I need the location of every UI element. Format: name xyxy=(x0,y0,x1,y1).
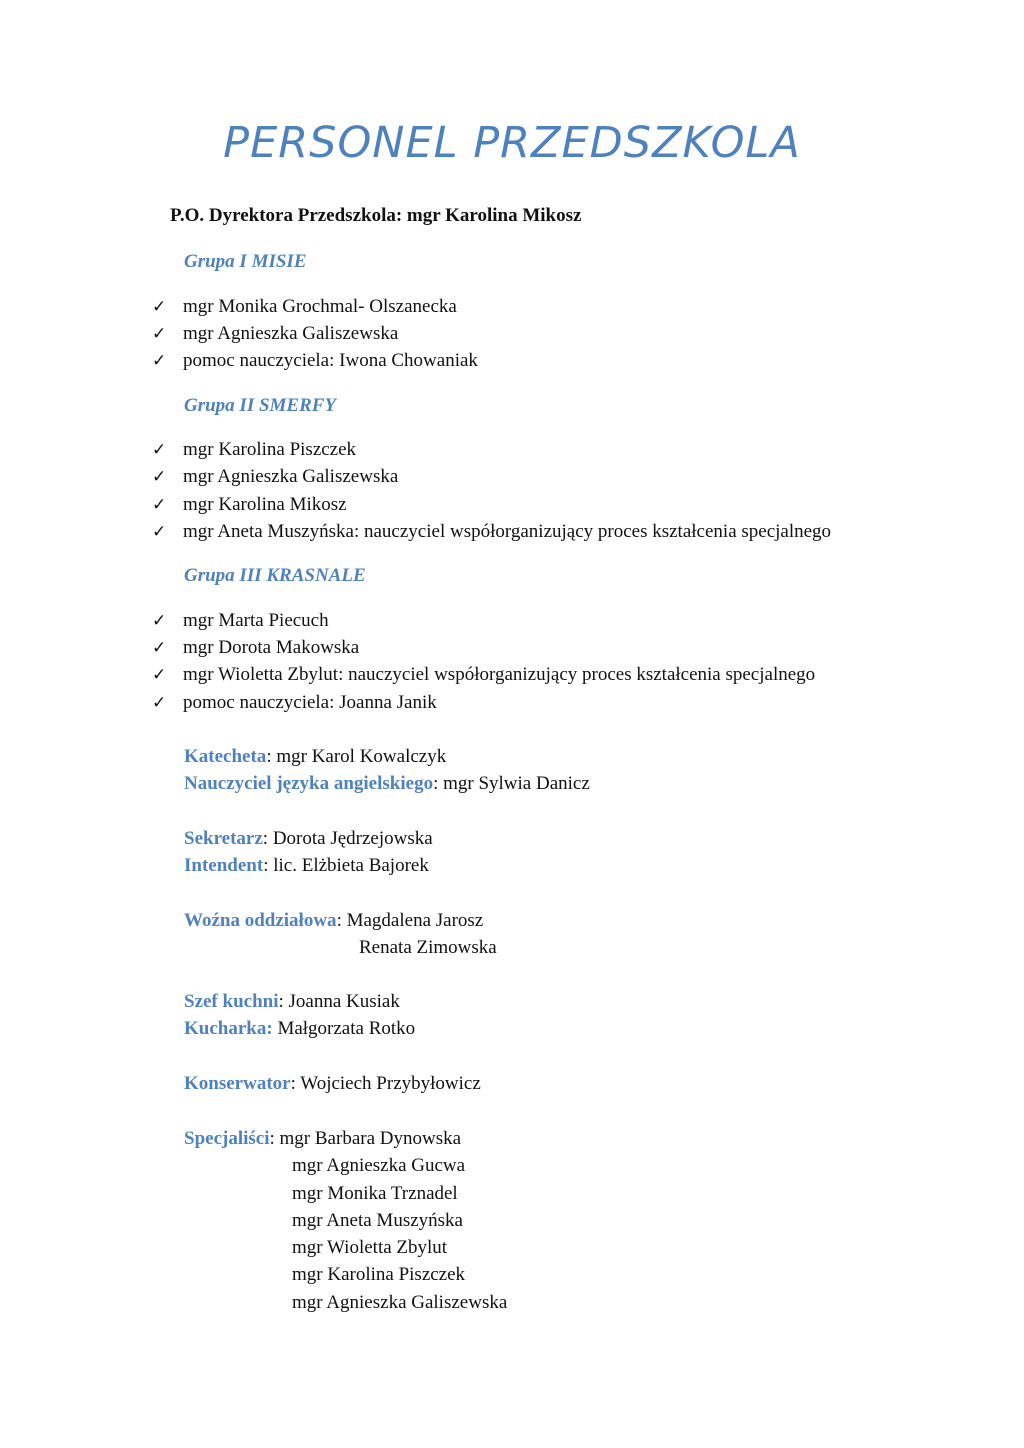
list-item xyxy=(152,466,398,488)
role-value: Małgorzata Rotko xyxy=(272,1018,416,1039)
specialist-item: mgr Agnieszka Galiszewska xyxy=(292,1292,508,1313)
role-label: Sekretarz xyxy=(184,828,263,849)
role-label: Specjaliści xyxy=(184,1128,270,1149)
role-wozna xyxy=(184,910,483,932)
specialist-item: mgr Agnieszka Gucwa xyxy=(292,1155,466,1176)
role-value: : Joanna Kusiak xyxy=(278,991,400,1012)
role-value: : lic. Elżbieta Bajorek xyxy=(263,855,429,876)
list-item-text: mgr Marta Piecuch xyxy=(183,610,329,631)
role-value: : Wojciech Przybyłowicz xyxy=(290,1073,481,1094)
checkmark-icon: ✓ xyxy=(152,324,167,344)
list-item xyxy=(152,439,356,461)
role-label: Woźna oddziałowa xyxy=(184,910,337,931)
role-intendent xyxy=(184,855,429,877)
group-heading-misie: Grupa I MISIE xyxy=(184,251,307,272)
list-item xyxy=(152,494,347,516)
checkmark-icon: ✓ xyxy=(152,665,167,685)
checkmark-icon: ✓ xyxy=(152,638,167,658)
list-item-text: pomoc nauczyciela: Iwona Chowaniak xyxy=(183,350,478,371)
list-item-text: mgr Karolina Piszczek xyxy=(183,439,357,460)
role-value: : mgr Karol Kowalczyk xyxy=(266,746,447,767)
specialist-item: mgr Karolina Piszczek xyxy=(292,1264,466,1285)
checkmark-icon: ✓ xyxy=(152,440,167,460)
list-item-text: mgr Karolina Mikosz xyxy=(183,494,347,515)
checkmark-icon: ✓ xyxy=(152,522,167,542)
list-item-text: mgr Agnieszka Galiszewska xyxy=(183,323,399,344)
specialist-item: mgr Monika Trznadel xyxy=(292,1183,458,1204)
specialist-item: mgr Wioletta Zbylut xyxy=(292,1237,448,1258)
list-item-text: mgr Aneta Muszyńska: nauczyciel współorganizujący proces kształcenia specjalnego xyxy=(183,521,832,542)
role-katecheta xyxy=(184,746,446,768)
role-label: Konserwator xyxy=(184,1073,291,1094)
list-item-text: mgr Wioletta Zbylut: nauczyciel współorganizujący proces kształcenia specjalnego xyxy=(183,664,816,685)
role-szef-kuchni xyxy=(184,991,400,1013)
role-value: : Dorota Jędrzejowska xyxy=(262,828,433,849)
role-sekretarz xyxy=(184,828,433,850)
list-item-text: mgr Agnieszka Galiszewska xyxy=(183,466,399,487)
list-item xyxy=(152,296,457,318)
checkmark-icon: ✓ xyxy=(152,467,167,487)
group-heading-krasnale: Grupa III KRASNALE xyxy=(184,565,366,586)
role-label: Intendent xyxy=(184,855,264,876)
role-specjalisci xyxy=(184,1128,461,1150)
checkmark-icon: ✓ xyxy=(152,611,167,631)
page-title: PERSONEL PRZEDSZKOLA xyxy=(223,118,801,168)
list-item xyxy=(152,610,329,632)
list-item xyxy=(152,350,478,372)
role-english-teacher xyxy=(184,773,590,795)
role-kucharka xyxy=(184,1018,415,1040)
role-konserwator xyxy=(184,1073,481,1095)
role-label: Kucharka: xyxy=(184,1018,273,1039)
specialist-item: mgr Aneta Muszyńska xyxy=(292,1210,463,1231)
checkmark-icon: ✓ xyxy=(152,297,167,317)
list-item xyxy=(152,637,359,659)
checkmark-icon: ✓ xyxy=(152,693,167,713)
list-item xyxy=(152,692,437,714)
list-item-text: mgr Monika Grochmal- Olszanecka xyxy=(183,296,457,317)
role-value: : Magdalena Jarosz xyxy=(336,910,484,931)
role-value: : mgr Sylwia Danicz xyxy=(433,773,590,794)
list-item xyxy=(152,664,815,686)
role-label: Katecheta xyxy=(184,746,267,767)
role-label: Nauczyciel języka angielskiego xyxy=(184,773,434,794)
checkmark-icon: ✓ xyxy=(152,351,167,371)
role-wozna-extra: Renata Zimowska xyxy=(359,937,497,958)
list-item-text: pomoc nauczyciela: Joanna Janik xyxy=(183,692,437,713)
list-item xyxy=(152,323,398,345)
role-label: Szef kuchni xyxy=(184,991,279,1012)
director-line: P.O. Dyrektora Przedszkola: mgr Karolina Mikosz xyxy=(170,205,582,226)
list-item-text: mgr Dorota Makowska xyxy=(183,637,360,658)
role-value: : mgr Barbara Dynowska xyxy=(269,1128,462,1149)
list-item xyxy=(152,521,831,543)
group-heading-smerfy: Grupa II SMERFY xyxy=(184,395,337,416)
checkmark-icon: ✓ xyxy=(152,495,167,515)
